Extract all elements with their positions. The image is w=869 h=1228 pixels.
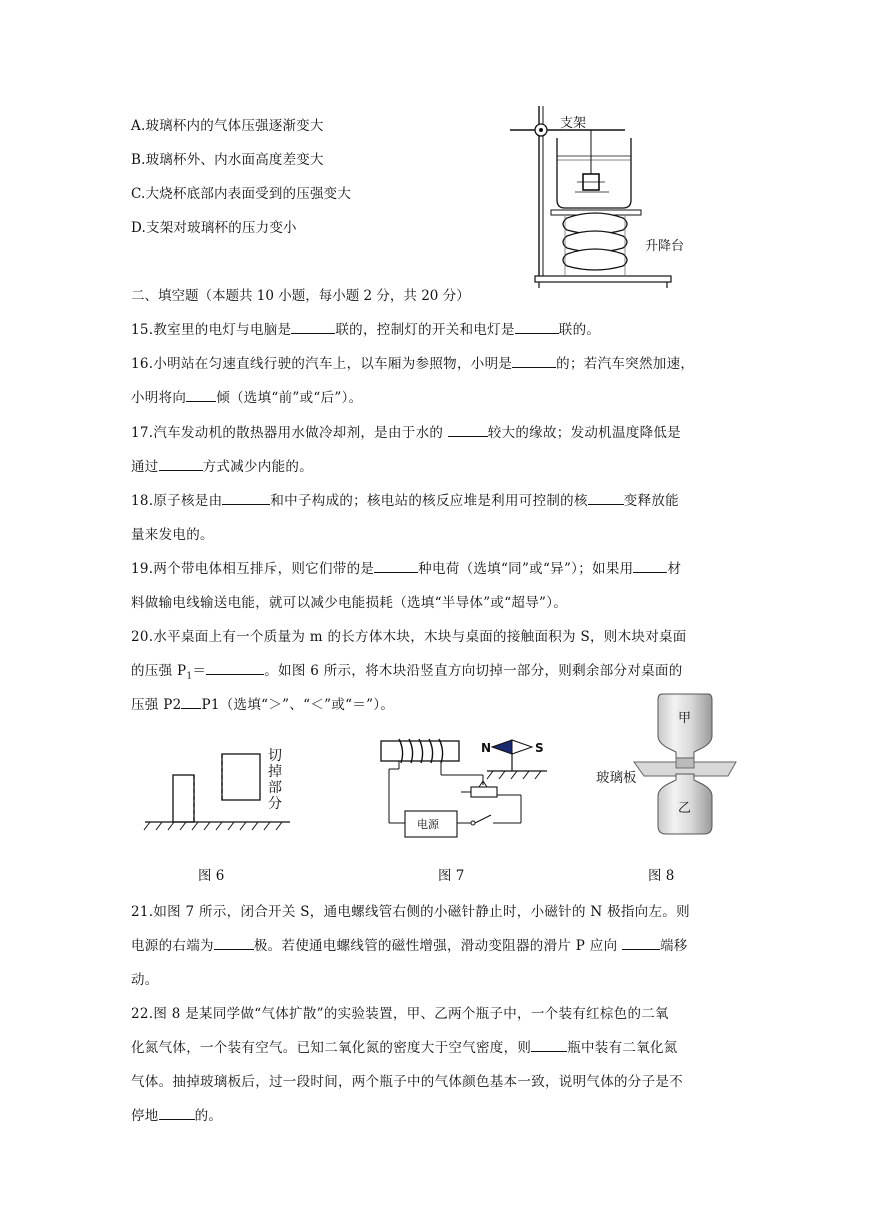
answer-blank[interactable] bbox=[186, 389, 216, 402]
question-19-line2: 料做输电线输送电能，就可以减少电能损耗（选填“半导体”或“超导”）。 bbox=[131, 595, 568, 611]
option-d: D.支架对玻璃杯的压力变小 bbox=[131, 220, 297, 236]
answer-blank[interactable] bbox=[622, 937, 660, 950]
question-17-line2: 通过 方式减少内能的。 bbox=[131, 459, 314, 475]
answer-blank[interactable] bbox=[633, 560, 667, 573]
question-22-line3: 气体。抽掉玻璃板后，过一段时间，两个瓶子中的气体颜色基本一致，说明气体的分子是不 bbox=[131, 1074, 683, 1090]
option-c: C.大烧杯底部内表面受到的压强变大 bbox=[131, 186, 352, 202]
figure-6-caption: 图 6 bbox=[198, 868, 225, 884]
needle-s-label: S bbox=[535, 741, 544, 755]
question-18-line2: 量来发电的。 bbox=[131, 527, 214, 543]
answer-blank[interactable] bbox=[531, 1039, 567, 1052]
question-20-line2: 的压强 $P_1=$ 。如图 6 所示，将木块沿竖直方向切掉一部分，则剩余部分对桌面的 bbox=[131, 663, 683, 682]
answer-blank[interactable] bbox=[448, 424, 488, 437]
question-18-line1: 18.原子核是由 和中子构成的；核电站的核反应堆是利用可控制的核 变释放能 bbox=[131, 493, 679, 509]
cut-part-label: 切掉部分 bbox=[268, 748, 282, 812]
answer-blank[interactable] bbox=[291, 321, 335, 334]
power-source-label: 电源 bbox=[417, 818, 439, 831]
question-19-line1: 19.两个带电体相互排斥，则它们带的是 种电荷（选填“同”或“异”）；如果用 材 bbox=[131, 561, 682, 577]
bottle-jia-label: 甲 bbox=[678, 711, 692, 726]
figure-8-bottles bbox=[590, 688, 750, 838]
option-a: A.玻璃杯内的气体压强逐渐变大 bbox=[131, 118, 324, 134]
question-16-line1: 16.小明站在匀速直线行驶的汽车上，以车厢为参照物，小明是 的；若汽车突然加速， bbox=[131, 356, 695, 372]
answer-blank[interactable] bbox=[181, 696, 201, 709]
bottle-yi-label: 乙 bbox=[678, 801, 692, 816]
question-17-line1: 17.汽车发动机的散热器用水做冷却剂，是由于水的 较大的缘故；发动机温度降低是 bbox=[131, 425, 681, 441]
question-15: 15.教室里的电灯与电脑是 联的，控制灯的开关和电灯是 联的。 bbox=[131, 322, 601, 338]
answer-blank[interactable] bbox=[588, 492, 624, 505]
lift-label: 升降台 bbox=[645, 239, 685, 254]
question-20-line1: 20.水平桌面上有一个质量为 m 的长方体木块，木块与桌面的接触面积为 S，则木块对桌面 bbox=[131, 629, 687, 645]
needle-n-label: N bbox=[481, 741, 492, 755]
question-16-line2: 小明将向 倾（选填“前”或“后”）。 bbox=[131, 390, 363, 406]
figure-7-caption: 图 7 bbox=[438, 868, 465, 884]
question-21-line3: 动。 bbox=[131, 972, 159, 988]
answer-blank[interactable] bbox=[222, 492, 270, 505]
answer-blank[interactable] bbox=[374, 560, 418, 573]
answer-blank[interactable] bbox=[159, 458, 203, 471]
answer-blank[interactable] bbox=[159, 1107, 195, 1120]
lift-apparatus-figure bbox=[505, 100, 685, 295]
question-22-line4: 停地 的。 bbox=[131, 1108, 223, 1124]
section-title: 二、填空题（本题共 10 小题，每小题 2 分，共 20 分） bbox=[131, 288, 470, 304]
support-label: 支架 bbox=[560, 116, 587, 131]
glass-plate-label: 玻璃板 bbox=[596, 770, 637, 786]
question-22-line1: 22.图 8 是某同学做“气体扩散”的实验装置，甲、乙两个瓶子中，一个装有红棕色的二氧 bbox=[131, 1006, 669, 1022]
figure-8-caption: 图 8 bbox=[648, 868, 675, 884]
option-b: B.玻璃杯外、内水面高度差变大 bbox=[131, 152, 324, 168]
question-20-line3: 压强 P2 P1（选填“＞”、“＜”或“＝”）。 bbox=[131, 697, 395, 713]
question-22-line2: 化氮气体，一个装有空气。已知二氧化氮的密度大于空气密度，则 瓶中装有二氧化氮 bbox=[131, 1040, 678, 1056]
answer-blank[interactable] bbox=[515, 321, 559, 334]
question-21-line1: 21.如图 7 所示，闭合开关 S，通电螺线管右侧的小磁针静止时，小磁针的 N 极指向左。则 bbox=[131, 904, 690, 920]
answer-blank[interactable] bbox=[206, 662, 264, 675]
question-21-line2: 电源的右端为 极。若使通电螺线管的磁性增强，滑动变阻器的滑片 P 应向 端移 bbox=[131, 938, 688, 954]
answer-blank[interactable] bbox=[512, 355, 556, 368]
figure-7-circuit bbox=[375, 735, 555, 845]
answer-blank[interactable] bbox=[214, 937, 254, 950]
